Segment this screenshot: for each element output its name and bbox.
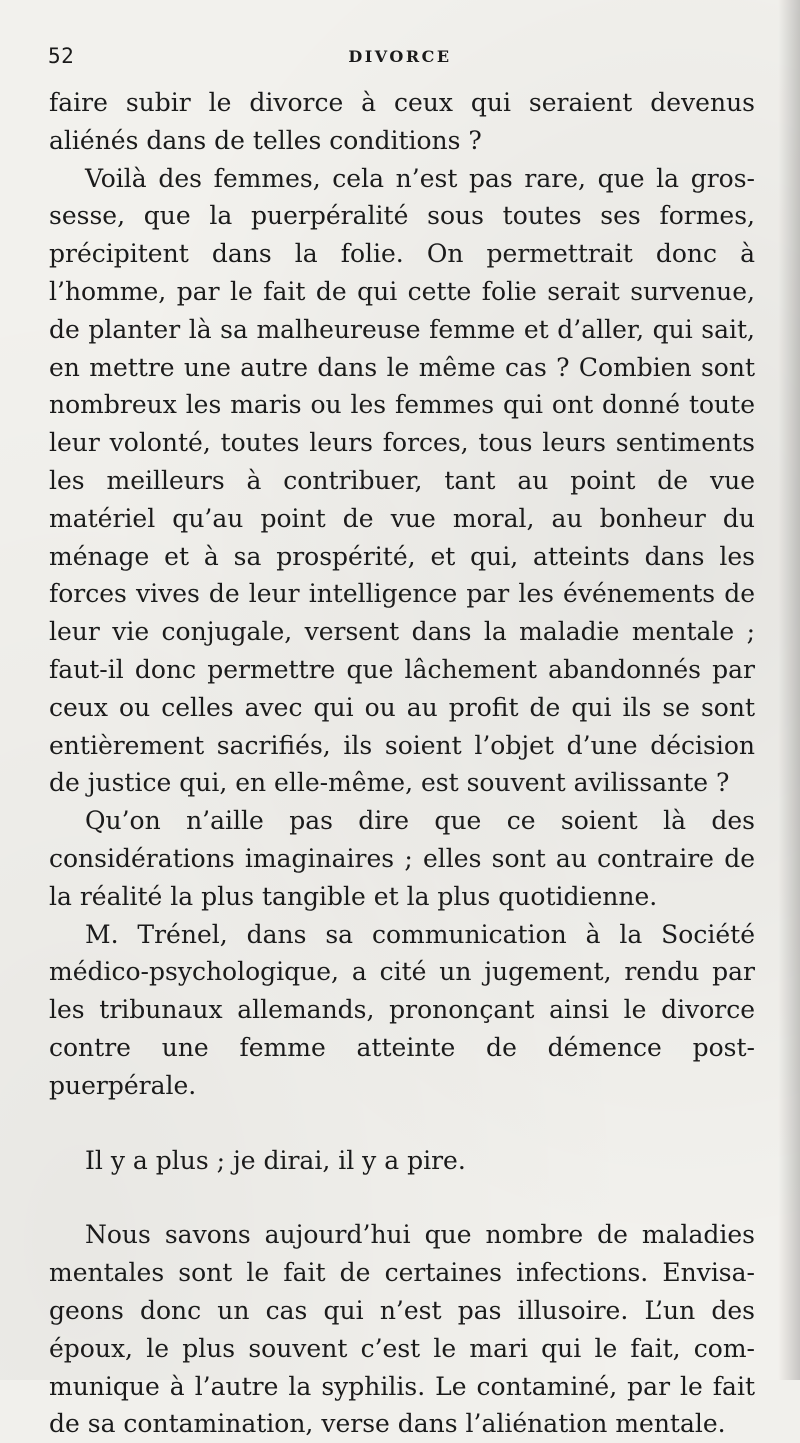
running-title: DIVORCE [348,47,452,66]
paragraph: Nous savons aujourd’hui que nombre de maladies mentales sont le fait de certaines infections. Envisageons donc un cas qui n’est pas illusoire. L’un des époux, le plus souvent c’est le mari qui le fait, communique à l’autre la syphilis. Le contaminé, par le fait de sa contamination, verse dans l’aliénation mentale. [49,1220,755,1439]
page-edge-shadow [778,0,800,1380]
paragraph-continuation: faire subir le divorce à ceux qui seraient devenus aliénés dans de telles conditions ? [49,88,755,155]
paragraph: Il y a plus ; je dirai, il y a pire. [85,1145,466,1175]
paragraph: Voilà des femmes, cela n’est pas rare, que la grossesse, que la puerpéralité sous toutes ses formes, précipitent dans la folie. On permettrait donc à l’homme, par le fait de qui cette folie serait survenue, de planter là sa malheureuse femme et d’aller, qui sait, en mettre une autre dans le même cas ? Combien sont nombreux les maris ou les femmes qui ont donné toute leur volonté, toutes leurs forces, tous leurs sentiments les meilleurs à contribuer, tant au point de vue matériel qu’au point de vue moral, au bonheur du ménage et à sa prospérité, et qui, atteints dans les forces vives de leur intelligence par les événements de leur vie conjugale, versent dans la maladie mentale ; faut-il donc permettre que lâchement abandonnés par ceux ou celles avec qui ou au profit de qui ils se sont entièrement sacrifiés, ils soient l’objet d’une décision de justice qui, en elle-même, est souvent avilissante ? [49,163,755,798]
page-header [48,44,752,76]
paragraph: M. Trénel, dans sa communication à la Société médico-psychologique, a cité un jugement, rendu par les tribunaux allemands, prononçant ainsi le divorce contre une femme atteinte de démence post-puerpérale. [49,919,755,1100]
body-text [49,84,755,1443]
page-number: 52 [48,44,75,68]
paragraph: Qu’on n’aille pas dire que ce soient là des considérations imaginaires ; elles sont au contraire de la réalité la plus tangible et la plus quotidienne. [49,806,755,911]
